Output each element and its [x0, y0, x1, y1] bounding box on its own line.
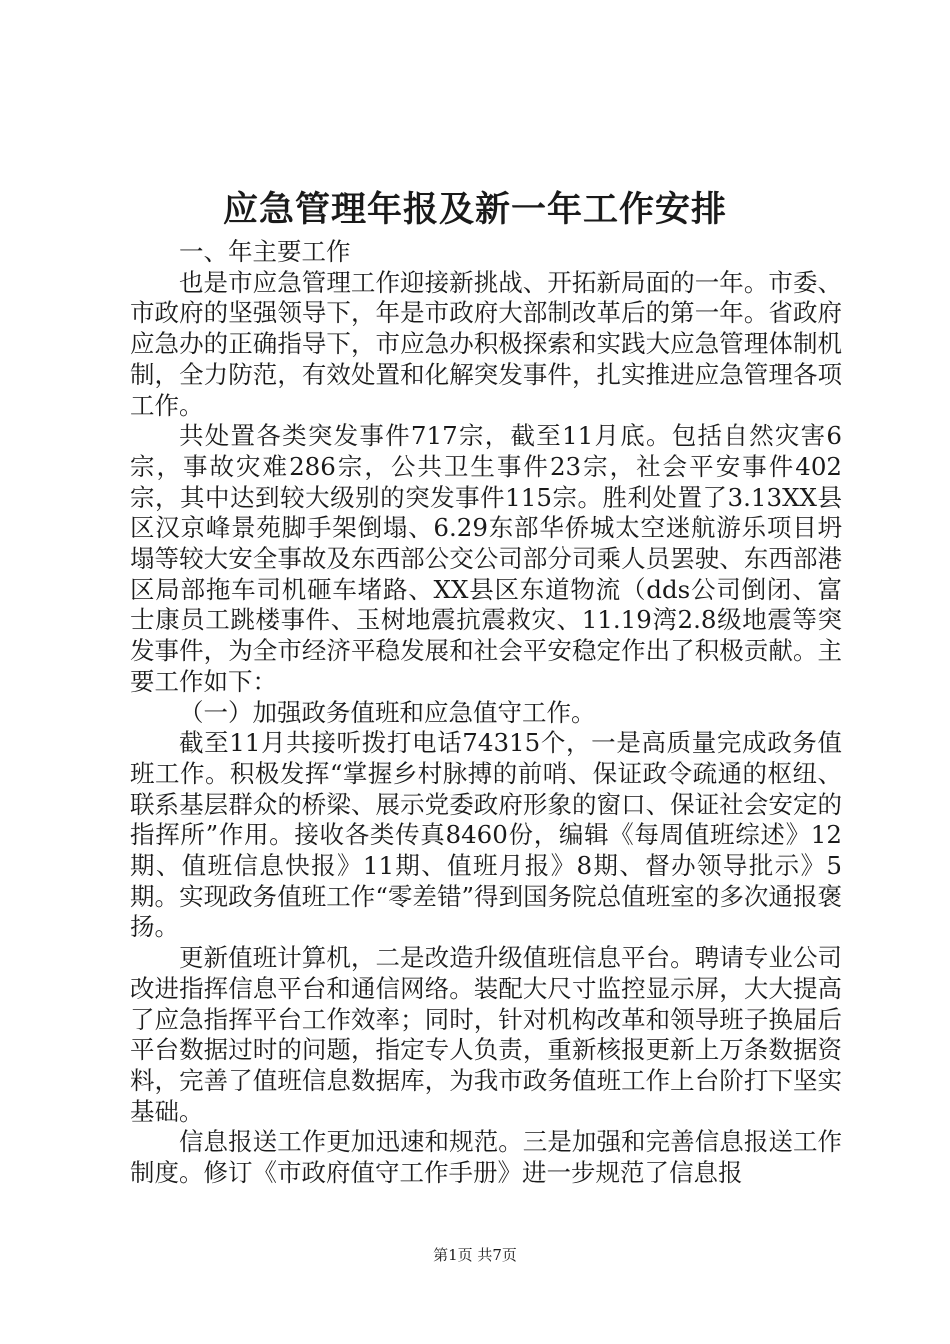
- page-footer: 第1页 共7页: [433, 1246, 517, 1264]
- subsection-heading: （一）加强政务值班和应急值守工作。: [179, 697, 596, 727]
- paragraph: 也是市应急管理工作迎接新挑战、开拓新局面的一年。市委、市政府的坚强领导下，年是市政府大部制改革后的第一年。省政府应急办的正确指导下，市应急办积极探索和实践大应急管理体制机制，全力防范，有效处置和化解突发事件，扎实推进应急管理各项工作。: [130, 267, 842, 420]
- paragraph: 共处置各类突发事件717宗，截至11月底。包括自然灾害6宗，事故灾难286宗，公共卫生事件23宗，社会平安事件402宗，其中达到较大级别的突发事件115宗。胜利处置了3.13XX县区汉京峰景苑脚手架倒塌、6.29东部华侨城太空迷航游乐项目坍塌等较大安全事故及东西部公交公司部分司乘人员罢驶、东西部港区局部拖车司机砸车堵路、XX县区东道物流（dds公司倒闭、富士康员工跳楼事件、玉树地震抗震救灾、11.19湾2.8级地震等突发事件，为全市经济平稳发展和社会平安稳定作出了积极贡献。主要工作如下：: [130, 421, 842, 696]
- paragraph: 截至11月共接听拨打电话74315个，一是高质量完成政务值班工作。积极发挥“掌握乡村脉搏的前哨、保证政令疏通的枢纽、联系基层群众的桥梁、展示党委政府形象的窗口、保证社会安定的指挥所”作用。接收各类传真8460份，编辑《每周值班综述》12期、值班信息快报》11期、值班月报》8期、督办领导批示》5期。实现政务值班工作“零差错”得到国务院总值班室的多次通报褒扬。: [130, 728, 842, 942]
- document-body: [130, 237, 842, 1189]
- paragraph: 信息报送工作更加迅速和规范。三是加强和完善信息报送工作制度。修订《市政府值守工作手册》进一步规范了信息报: [130, 1127, 842, 1188]
- paragraph: 更新值班计算机，二是改造升级值班信息平台。聘请专业公司改进指挥信息平台和通信网络。装配大尺寸监控显示屏，大大提高了应急指挥平台工作效率；同时，针对机构改革和领导班子换届后平台数据过时的问题，指定专人负责，重新核报更新上万条数据资料，完善了值班信息数据库，为我市政务值班工作上台阶打下坚实基础。: [130, 943, 842, 1126]
- section-heading: 一、年主要工作: [179, 237, 351, 266]
- document-title: 应急管理年报及新一年工作安排: [222, 189, 727, 230]
